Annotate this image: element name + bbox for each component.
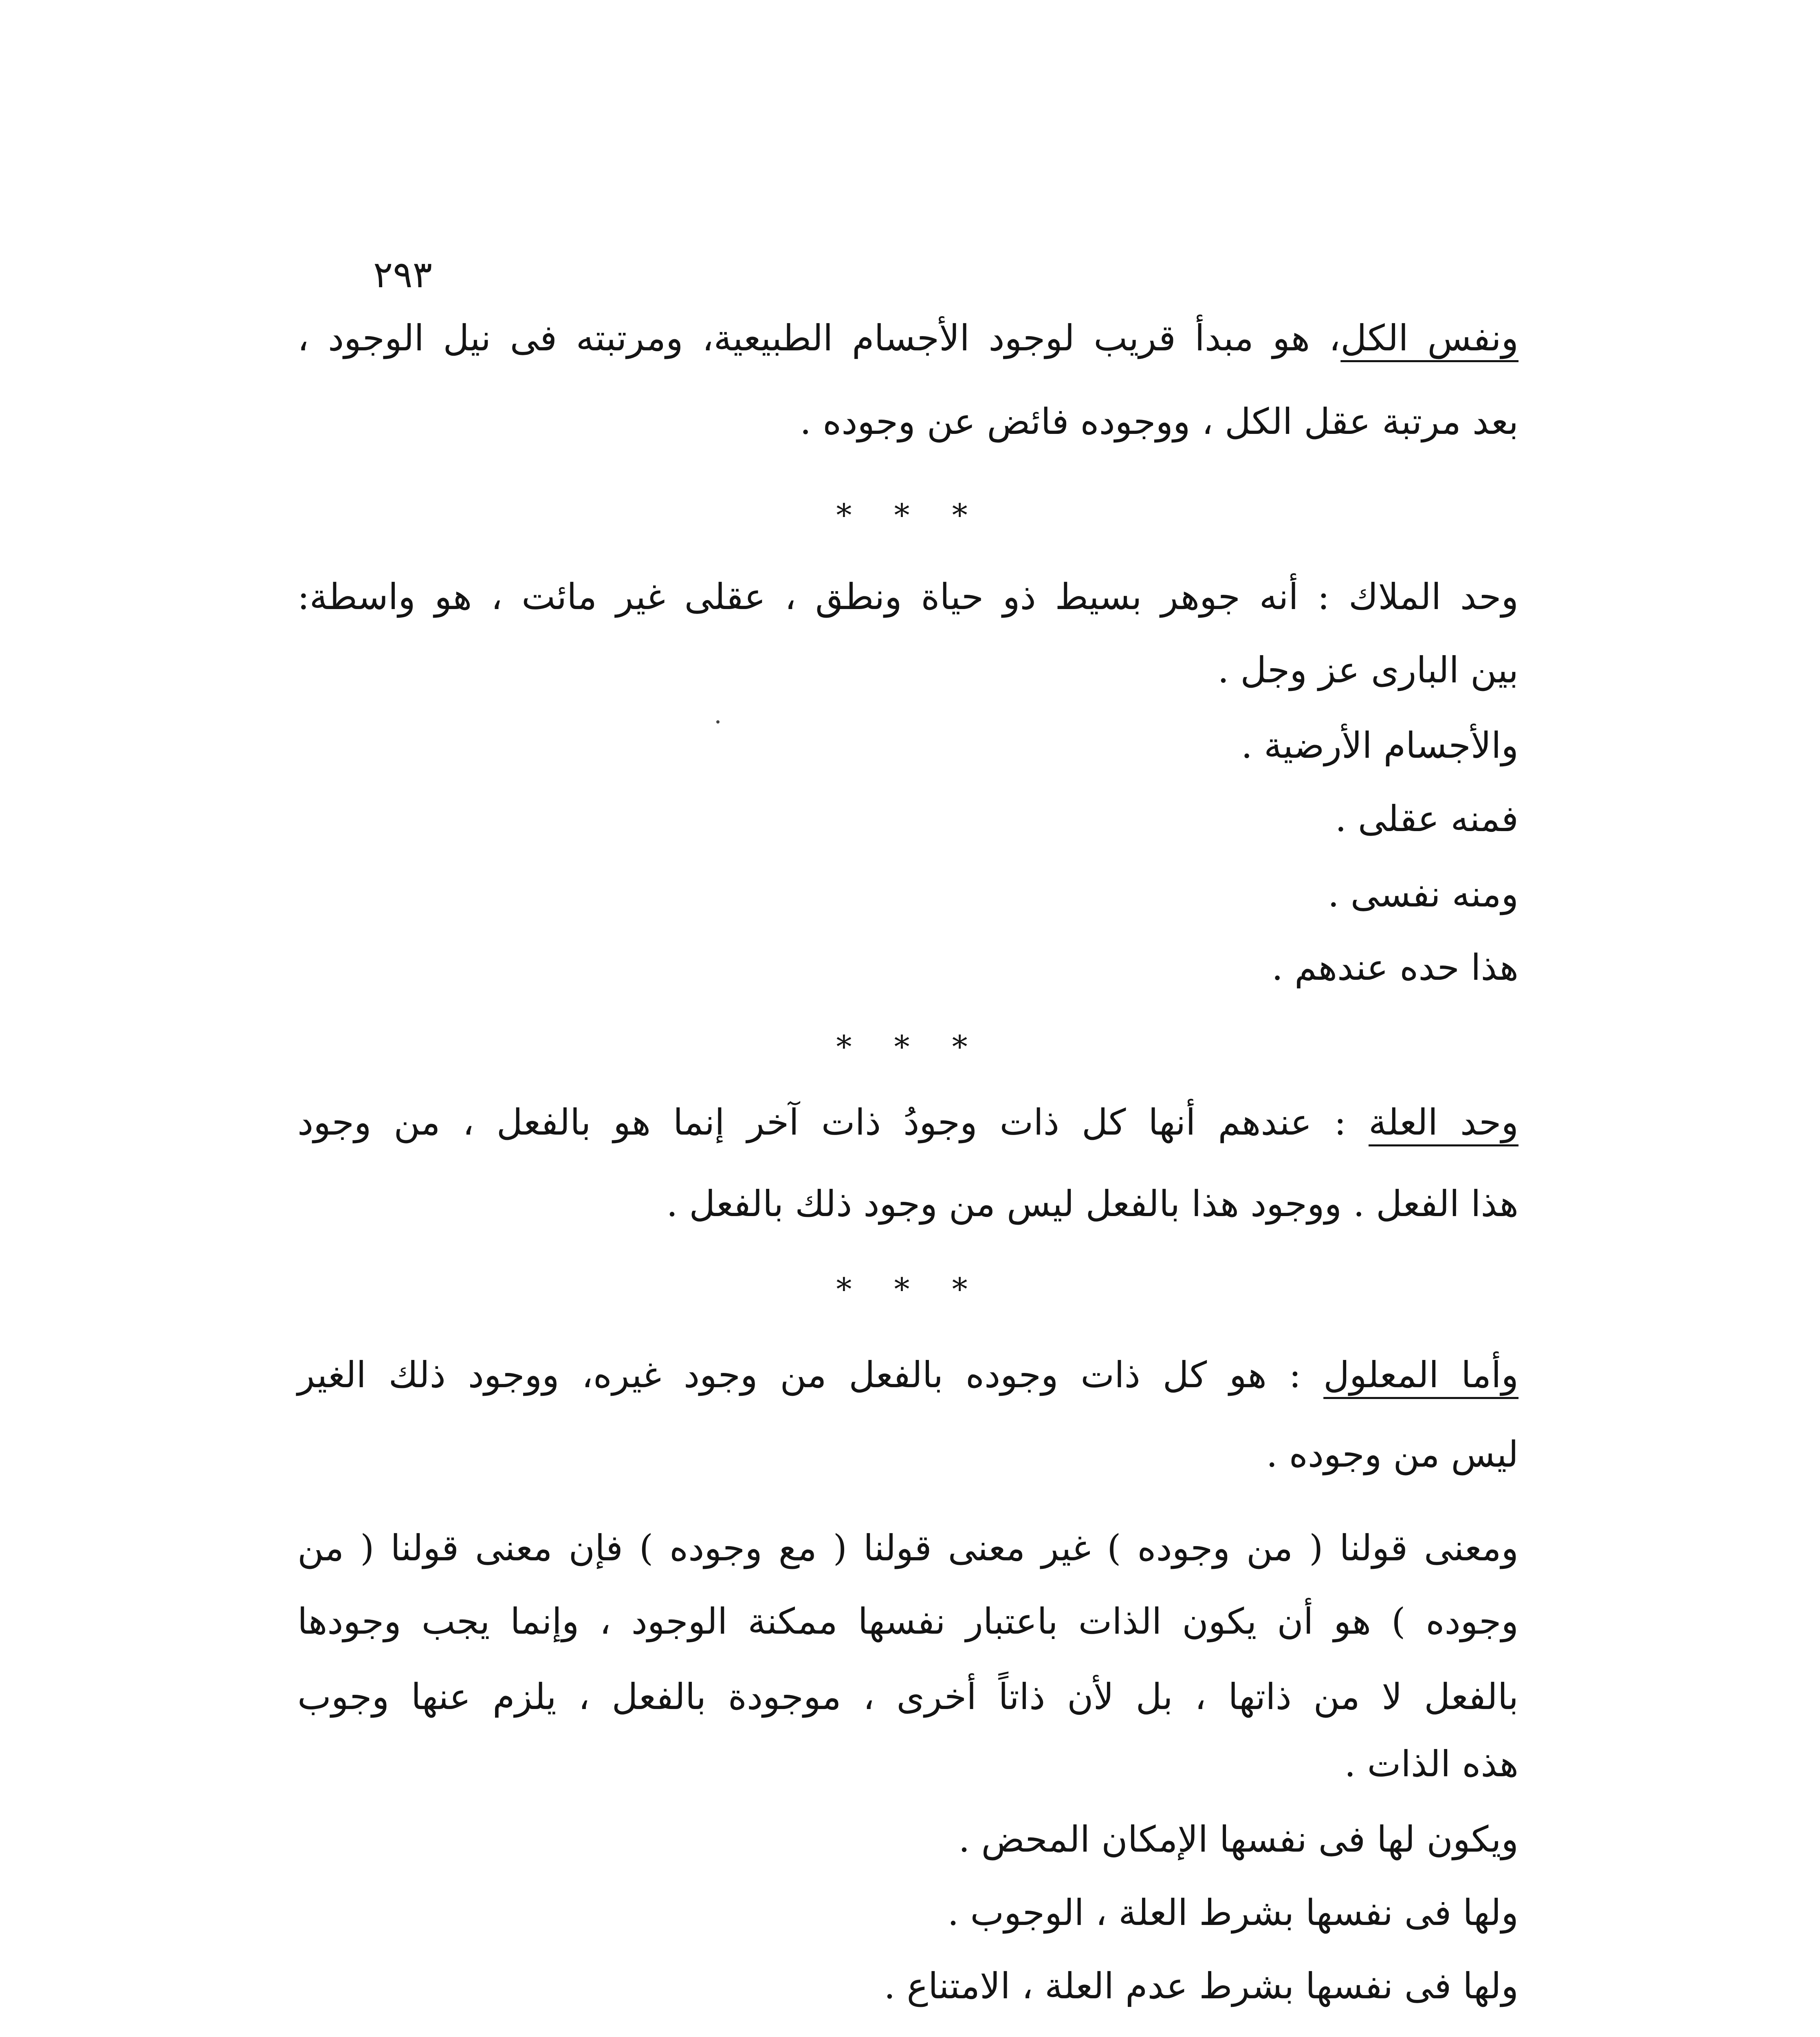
angel-definition-line-1: وحد الملاك : أنه جوهر بسيط ذو حياة ونطق ، عقلى غير مائت ، هو واسطة: (297, 576, 1519, 618)
meaning-paragraph-line-2: وجوده ) هو أن يكون الذات باعتبار نفسها ممكنة الوجود ، وإنما يجب وجودها (297, 1600, 1519, 1642)
section-divider-3: * * * (836, 1271, 984, 1307)
term-soul-of-all: ونفس الكل (1340, 317, 1519, 359)
meaning-paragraph-line-3: بالفعل لا من ذاتها ، بل لأن ذاتاً أخرى ، موجودة بالفعل ، يلزم عنها وجوب (297, 1676, 1519, 1718)
condition-line-3: ولها فى نفسها بشرط عدم العلة ، الامتناع . (884, 1965, 1519, 2007)
page-number: ٢٩٣ (373, 253, 433, 296)
cause-definition-line-1 (297, 1092, 1519, 1153)
with-paragraph-line-1 (297, 2033, 1519, 2037)
soul-definition-line-2: بعد مرتبة عقل الكل ، ووجوده فائض عن وجوده . (800, 400, 1519, 442)
meaning-paragraph-line-4: هذه الذات . (1344, 1743, 1519, 1785)
effect-definition-text-1: : هو كل ذات وجوده بالفعل من وجود غيره، ووجود ذلك الغير (297, 1354, 1324, 1396)
condition-line-2: ولها فى نفسها بشرط العلة ، الوجوب . (947, 1892, 1519, 1934)
angel-definition-line-4: فمنه عقلى . (1335, 798, 1519, 840)
cause-definition-line-2: هذا الفعل . ووجود هذا بالفعل ليس من وجود ذلك بالفعل . (666, 1183, 1519, 1225)
soul-definition-text-1: ، هو مبدأ قريب لوجود الأجسام الطبيعية، ومرتبته فى نيل الوجود ، (297, 317, 1341, 359)
term-cause: وحد العلة (1369, 1101, 1519, 1143)
meaning-paragraph-line-1: ومعنى قولنا ( من وجوده ) غير معنى قولنا ( مع وجوده ) فإن معنى قولنا ( من (297, 1527, 1519, 1569)
term-effect: وأما المعلول (1323, 1354, 1519, 1396)
effect-definition-line-2: ليس من وجوده . (1266, 1433, 1519, 1475)
cause-definition-text-1: : عندهم أنها كل ذات وجودُ ذات آخر إنما هو بالفعل ، من وجود (297, 1101, 1369, 1143)
angel-definition-line-2: بين البارى عز وجل . (1217, 649, 1519, 691)
angel-definition-line-5: ومنه نفسى . (1327, 873, 1519, 915)
section-divider-2: * * * (836, 1029, 984, 1065)
condition-line-1: ويكون لها فى نفسها الإمكان المحض . (958, 1818, 1519, 1860)
soul-definition-line-1 (297, 308, 1519, 369)
effect-definition-line-1 (297, 1344, 1519, 1406)
section-divider-1: * * * (836, 497, 984, 533)
angel-definition-line-6: هذا حده عندهم . (1272, 946, 1519, 988)
ink-speck (716, 720, 720, 724)
angel-definition-line-3: والأجسام الأرضية . (1241, 724, 1519, 766)
